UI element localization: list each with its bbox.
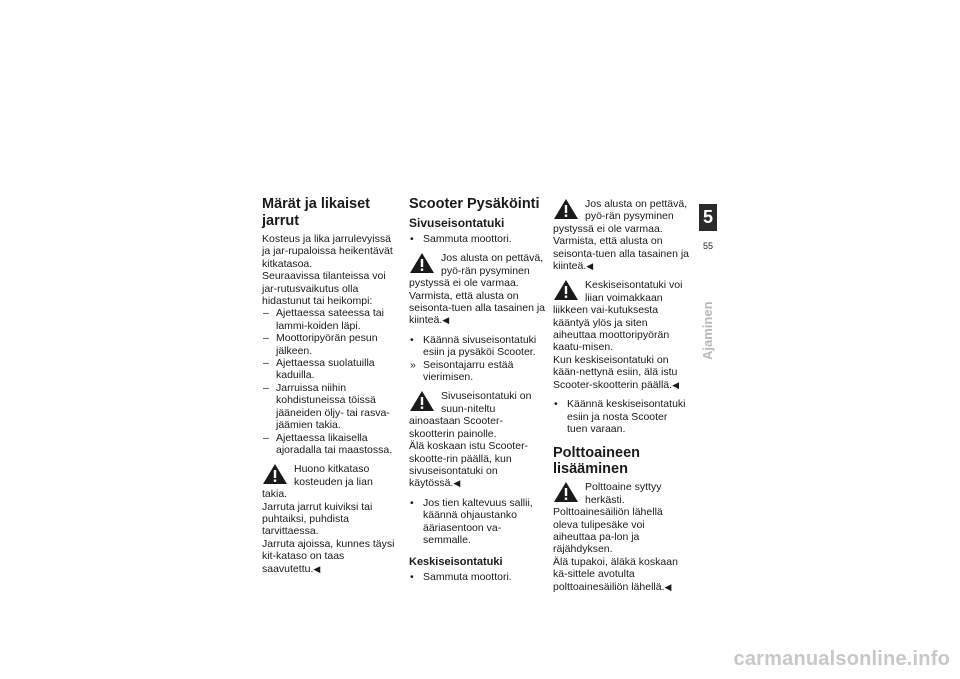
paragraph: Älä tupakoi, äläkä koskaan kä-sittele avotulta polttoainesäiliön lähellä.◀ bbox=[553, 555, 678, 593]
watermark: carmanualsonline.info bbox=[733, 648, 950, 670]
list-item: – Jarruissa niihin kohdistuneissa töissä jääneiden öljy- tai rasva-jäämien takia. bbox=[263, 381, 390, 432]
column-2 bbox=[409, 196, 545, 584]
warning-triangle-icon bbox=[553, 198, 579, 220]
section-heading-refuelling: Polttoaineen lisääminen bbox=[553, 445, 641, 478]
list-item: • Jos tien kaltevuus sallii, käännä ohjaustanko ääriasentoon va-semmalle. bbox=[410, 496, 533, 546]
list-item: • Käännä keskiseisontatuki esiin ja nosta Scooter tuen varaan. bbox=[554, 398, 686, 435]
dash-list bbox=[262, 307, 398, 456]
list-item: • Sammuta moottori. bbox=[410, 233, 512, 245]
paragraph: Varmista, että alusta on seisonta-tuen alla tasainen ja kiinteä.◀ bbox=[409, 289, 546, 327]
warning-triangle-icon bbox=[409, 252, 435, 274]
warning-triangle-icon bbox=[262, 463, 288, 485]
end-mark-icon: ◀ bbox=[672, 379, 679, 390]
warning-lead: Huono kitkataso kosteuden ja lian takia. bbox=[262, 463, 373, 501]
end-mark-icon: ◀ bbox=[313, 563, 321, 574]
warning-block bbox=[553, 279, 689, 391]
list-item: • Sammuta moottori. bbox=[410, 571, 512, 584]
end-mark-icon: ◀ bbox=[453, 478, 461, 489]
column-1 bbox=[262, 196, 398, 575]
subheading-side-stand: Sivuseisontatuki bbox=[409, 216, 505, 230]
list-item: • Käännä sivuseisontatuki esiin ja pysäköi Scooter. bbox=[410, 333, 537, 359]
list-item: – Ajettaessa suolatuilla kaduilla. bbox=[263, 357, 375, 382]
column-3 bbox=[553, 196, 689, 593]
paragraph: Jarruta jarrut kuiviksi tai puhtaiksi, puhdista tarvittaessa. bbox=[262, 500, 373, 538]
section-heading-parking: Scooter Pysäköinti bbox=[409, 196, 540, 212]
warning-block bbox=[553, 481, 689, 593]
list-item: – Ajettaessa likaisella ajoradalla tai maastossa. bbox=[263, 431, 393, 456]
warning-lead: Polttoaine syttyy herkästi. Polttoainesäiliön lähellä oleva tulipesäke voi aiheuttaa pa-lon ja räjähdyksen. bbox=[553, 481, 663, 556]
warning-lead: Keskiseisontatuki voi liian voimakkaan liikkeen vai-kutuksesta kääntyä ylös ja siten aiheuttaa moottoripyörän kaatu-misen. bbox=[553, 279, 683, 354]
list-item: » Seisontajarru estää vierimisen. bbox=[410, 358, 514, 384]
end-mark-icon: ◀ bbox=[442, 315, 450, 326]
warning-triangle-icon bbox=[409, 390, 435, 412]
warning-lead: Jos alusta on pettävä, pyö-rän pysyminen pystyssä ei ole varmaa. bbox=[409, 252, 544, 290]
warning-lead: Jos alusta on pettävä, pyö-rän pysyminen pystyssä ei ole varmaa. bbox=[553, 198, 688, 235]
warning-triangle-icon bbox=[553, 481, 579, 503]
list-item: – Moottoripyörän pesun jälkeen. bbox=[263, 332, 378, 357]
paragraph: Jarruta ajoissa, kunnes täysi kit-kataso on taas saavutettu.◀ bbox=[262, 537, 395, 575]
end-mark-icon: ◀ bbox=[664, 581, 672, 592]
chapter-number-badge: 5 bbox=[699, 204, 717, 231]
section-heading-wet-brakes: Märät ja likaiset jarrut bbox=[262, 196, 370, 229]
end-mark-icon: ◀ bbox=[586, 261, 594, 272]
warning-block bbox=[409, 252, 545, 326]
paragraph: Älä koskaan istu Scooter-skootte-rin päällä, kun sivuseisontatuki on käytössä.◀ bbox=[409, 440, 529, 490]
paragraph: Seuraavissa tilanteissa voi jar-rutusvaikutus olla hidastunut tai heikompi: bbox=[262, 270, 386, 308]
paragraph: Varmista, että alusta on seisonta-tuen alla tasainen ja kiinteä.◀ bbox=[553, 235, 690, 273]
chapter-tab-label: Ajaminen bbox=[700, 301, 715, 360]
paragraph: Kun keskiseisontatuki on kään-nettynä esiin, älä istu Scooter-skootterin päällä.◀ bbox=[553, 353, 679, 391]
warning-block bbox=[409, 390, 545, 489]
list-item: – Ajettaessa sateessa tai lammi-koiden läpi. bbox=[263, 307, 384, 332]
warning-lead: Sivuseisontatuki on suun-niteltu ainoastaan Scooter-skootterin painolle. bbox=[409, 390, 532, 440]
warning-triangle-icon bbox=[553, 279, 579, 301]
paragraph: Kosteus ja lika jarrulevyissä ja jar-rupaloissa heikentävät kitkatasoa. bbox=[262, 233, 393, 270]
page-number: 55 bbox=[702, 241, 713, 251]
warning-block bbox=[262, 463, 398, 575]
warning-block bbox=[553, 198, 689, 272]
subheading-center-stand: Keskiseisontatuki bbox=[409, 556, 503, 569]
